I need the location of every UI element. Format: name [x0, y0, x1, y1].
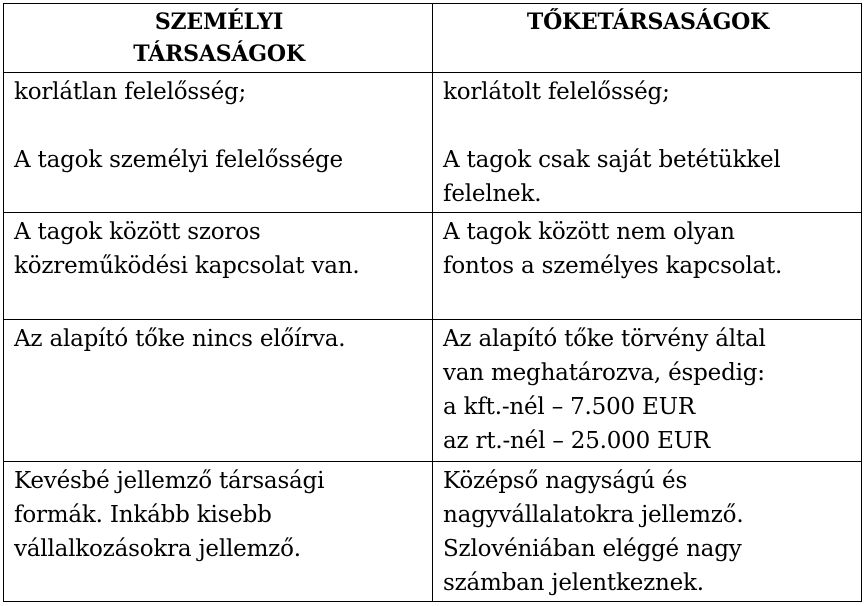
cell-line: fontos a személyes kapcsolat.: [443, 253, 783, 279]
cell-personal: [4, 73, 433, 213]
comparison-table: [3, 3, 862, 602]
cell-line: van meghatározva, éspedig:: [443, 360, 765, 386]
cell-personal: [4, 320, 433, 462]
table-row: [4, 462, 862, 602]
blank-line: [443, 109, 853, 143]
table-row: [4, 73, 862, 213]
header-line: SZEMÉLYI: [154, 9, 284, 35]
header-personal-companies: [4, 4, 433, 73]
cell-capital: [433, 462, 862, 602]
cell-line: A tagok között szoros: [14, 219, 261, 245]
header-row: [4, 4, 862, 73]
cell-line: korlátlan felelősség;: [14, 79, 247, 105]
cell-line: számban jelentkeznek.: [443, 570, 704, 596]
cell-line: közreműködési kapcsolat van.: [14, 253, 360, 279]
cell-line: A tagok között nem olyan: [443, 219, 735, 245]
cell-line: az rt.-nél – 25.000 EUR: [443, 428, 711, 454]
cell-capital: [433, 213, 862, 320]
cell-line: Kevésbé jellemző társasági: [14, 468, 325, 494]
cell-line: korlátolt felelősség;: [443, 79, 670, 105]
cell-line: Az alapító tőke törvény által: [443, 326, 766, 352]
cell-line: Az alapító tőke nincs előírva.: [14, 326, 346, 352]
cell-line: A tagok csak saját betétükkel: [443, 147, 781, 173]
cell-personal: [4, 462, 433, 602]
table-row: [4, 320, 862, 462]
cell-personal: [4, 213, 433, 320]
cell-line: Szlovéniában eléggé nagy: [443, 536, 742, 562]
cell-line: formák. Inkább kisebb: [14, 502, 272, 528]
cell-capital: [433, 320, 862, 462]
header-capital-companies: [433, 4, 862, 73]
header-line: TŐKETÁRSASÁGOK: [526, 9, 770, 35]
cell-line: A tagok személyi felelőssége: [14, 147, 343, 173]
cell-capital: [433, 73, 862, 213]
cell-line: a kft.-nél – 7.500 EUR: [443, 394, 695, 420]
blank-line: [14, 109, 424, 143]
table-row: [4, 213, 862, 320]
cell-line: nagyvállalatokra jellemző.: [443, 502, 744, 528]
cell-line: Középső nagyságú és: [443, 468, 688, 494]
cell-line: vállalkozásokra jellemző.: [14, 536, 301, 562]
cell-line: felelnek.: [443, 181, 542, 207]
header-line: TÁRSASÁGOK: [133, 41, 305, 67]
